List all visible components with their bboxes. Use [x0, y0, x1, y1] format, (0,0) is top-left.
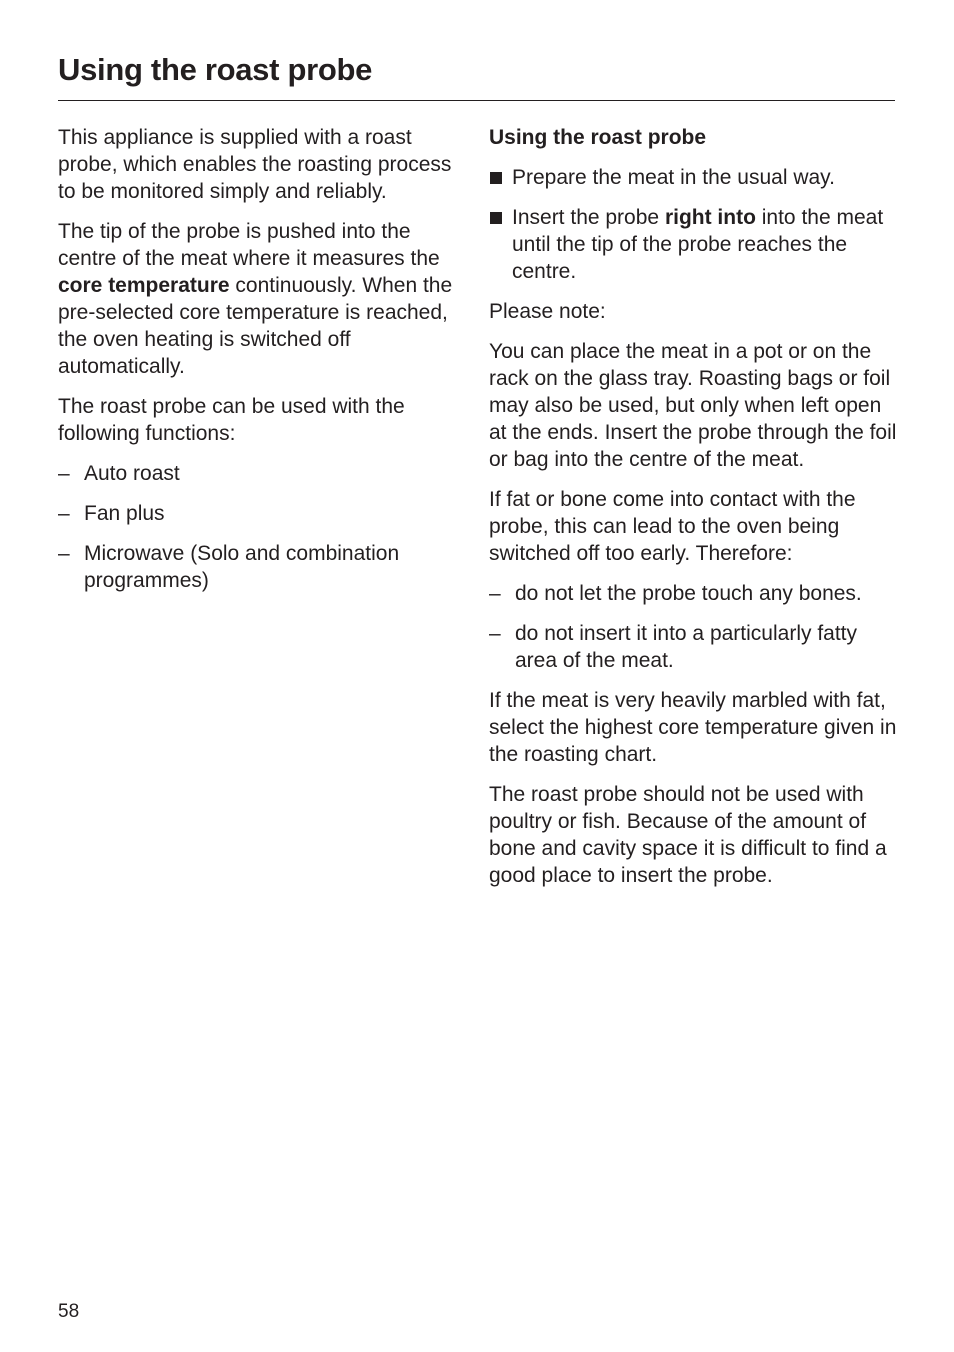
left-column — [58, 124, 453, 607]
dash-bullet: – — [58, 542, 70, 565]
dash-bullet: – — [489, 582, 501, 605]
dash-bullet: – — [489, 622, 501, 645]
function-list-item: – Microwave (Solo and combination programmes) — [58, 542, 400, 592]
poultry-fish-paragraph: The roast probe should not be used with poultry or fish. Because of the amount of bone and cavity space it is difficult to find a good place to insert the probe. — [489, 783, 887, 887]
placement-paragraph: You can place the meat in a pot or on the rack on the glass tray. Roasting bags or foil may also be used, but only when left open at the ends. Insert the probe through the foil or bag into the centre of the meat. — [489, 340, 897, 471]
title-divider — [58, 100, 895, 101]
dash-bullet: – — [58, 462, 70, 485]
section-subheading: Using the roast probe — [489, 126, 707, 149]
core-temperature-term: core temperature — [58, 274, 230, 297]
step-item: Insert the probe right into into the meat until the tip of the probe reaches the centre. — [489, 204, 897, 285]
dash-bullet: – — [58, 502, 70, 525]
intro-paragraph: This appliance is supplied with a roast probe, which enables the roasting process to be monitored simply and reliably. — [58, 126, 452, 203]
fat-bone-paragraph: If fat or bone come into contact with the probe, this can lead to the oven being switched off too early. Therefore: — [489, 488, 856, 565]
right-into-term: right into — [664, 206, 756, 229]
core-temperature-paragraph: The tip of the probe is pushed into the centre of the meat where it measures the core temperature continuously. When the pre-selected core temperature is reached, the oven heating is switched off automatically. — [58, 220, 453, 378]
right-column — [489, 124, 897, 902]
functions-intro-paragraph: The roast probe can be used with the following functions: — [58, 395, 405, 445]
note-label: Please note: — [489, 300, 606, 323]
page-title: Using the roast probe — [58, 52, 373, 87]
step-item: Prepare the meat in the usual way. — [489, 164, 897, 191]
marbled-meat-paragraph: If the meat is very heavily marbled with fat, select the highest core temperature given in the roasting chart. — [489, 689, 897, 766]
caution-list-item: – do not let the probe touch any bones. — [489, 582, 862, 605]
square-bullet-icon — [490, 172, 502, 184]
caution-list-item: – do not insert it into a particularly fatty area of the meat. — [489, 622, 857, 672]
function-list-item: – Fan plus — [58, 502, 165, 525]
square-bullet-icon — [490, 212, 502, 224]
page-number: 58 — [58, 1301, 80, 1322]
function-list-item: – Auto roast — [58, 462, 180, 485]
